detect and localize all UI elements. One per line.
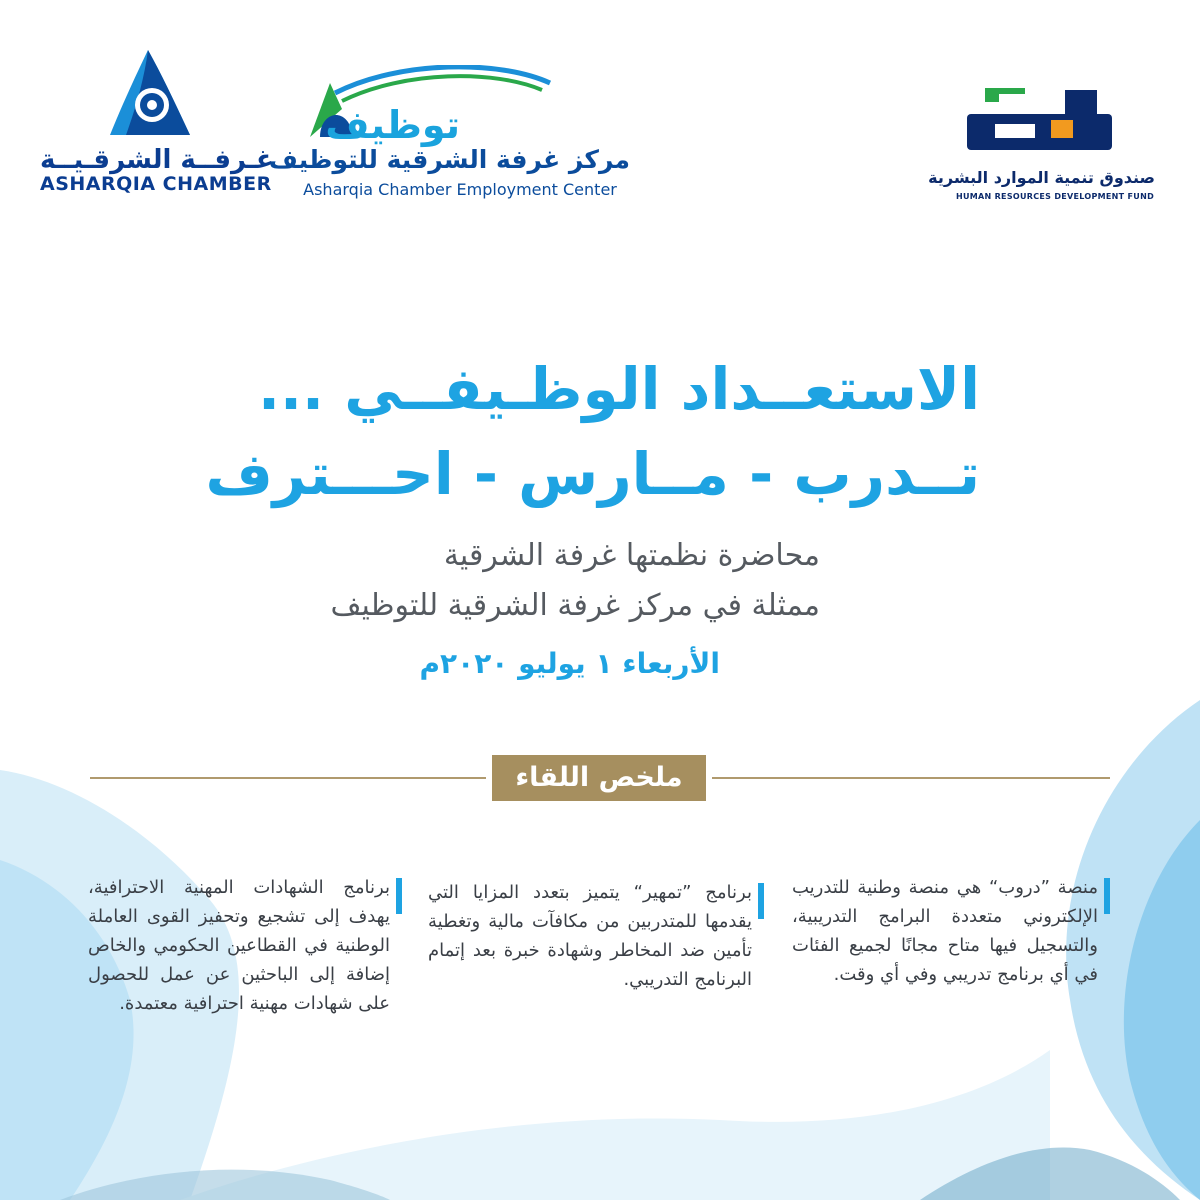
column-accent-bar [396, 878, 402, 914]
hrdf-name-english: HUMAN RESOURCES DEVELOPMENT FUND [955, 192, 1155, 201]
headline-line-2: تــدرب - مــارس - احـــترف [205, 440, 980, 508]
employment-brand-arabic: توظيف [325, 103, 460, 147]
subtitle-line-2: ممثلة في مركز غرفة الشرقية للتوظيف [330, 588, 820, 623]
section-title-badge: ملخص اللقاء [492, 755, 706, 801]
subtitle-line-1: محاضرة نظمتها غرفة الشرقية [443, 538, 820, 573]
asharqia-chamber-logo [40, 45, 274, 215]
column-accent-bar [1104, 878, 1110, 914]
summary-column-tamheer: برنامج ”تمهير“ يتميز بتعدد المزايا التي يقدمها للمتدربين من مكافآت مالية وتغطية تأمين ضد المخاطر وشهادة خبرة بعد إتمام البرنامج التدريبي. [428, 882, 752, 990]
employment-center-logo [268, 65, 630, 215]
employment-center-name-arabic: مركز غرفة الشرقية للتوظيف [268, 145, 630, 174]
event-date: الأربعاء ١ يوليو ٢٠٢٠م [419, 647, 720, 680]
summary-column-certificates: برنامج الشهادات المهنية الاحترافية، يهدف إلى تشجيع وتحفيز القوى العاملة الوطنية في القطاعين الحكومي والخاص إضافة إلى الباحثين عن عمل للحصول على شهادات مهنية احترافية معتمدة. [88, 877, 390, 1014]
employment-center-name-english: Asharqia Chamber Employment Center [303, 180, 617, 199]
chamber-name-english: ASHARQIA CHAMBER [40, 173, 272, 195]
column-accent-bar [758, 883, 764, 919]
hrdf-name-arabic: صندوق تنمية الموارد البشرية [928, 168, 1155, 187]
summary-column-doroob: منصة ”دروب“ هي منصة وطنية للتدريب الإلكتروني متعددة البرامج التدريبية، والتسجيل فيها متاح مجانًا لجميع الفئات في أي برنامج تدريبي وفي أي وقت. [792, 877, 1098, 985]
chamber-sail-icon [40, 45, 260, 140]
chamber-name-arabic: غـرفــة الشرقـيــة [40, 145, 274, 175]
hrdf-logo [928, 80, 1155, 215]
hrdf-mark-icon [955, 80, 1155, 160]
headline-line-1: الاستعــداد الوظـيفــي ... [257, 355, 980, 423]
